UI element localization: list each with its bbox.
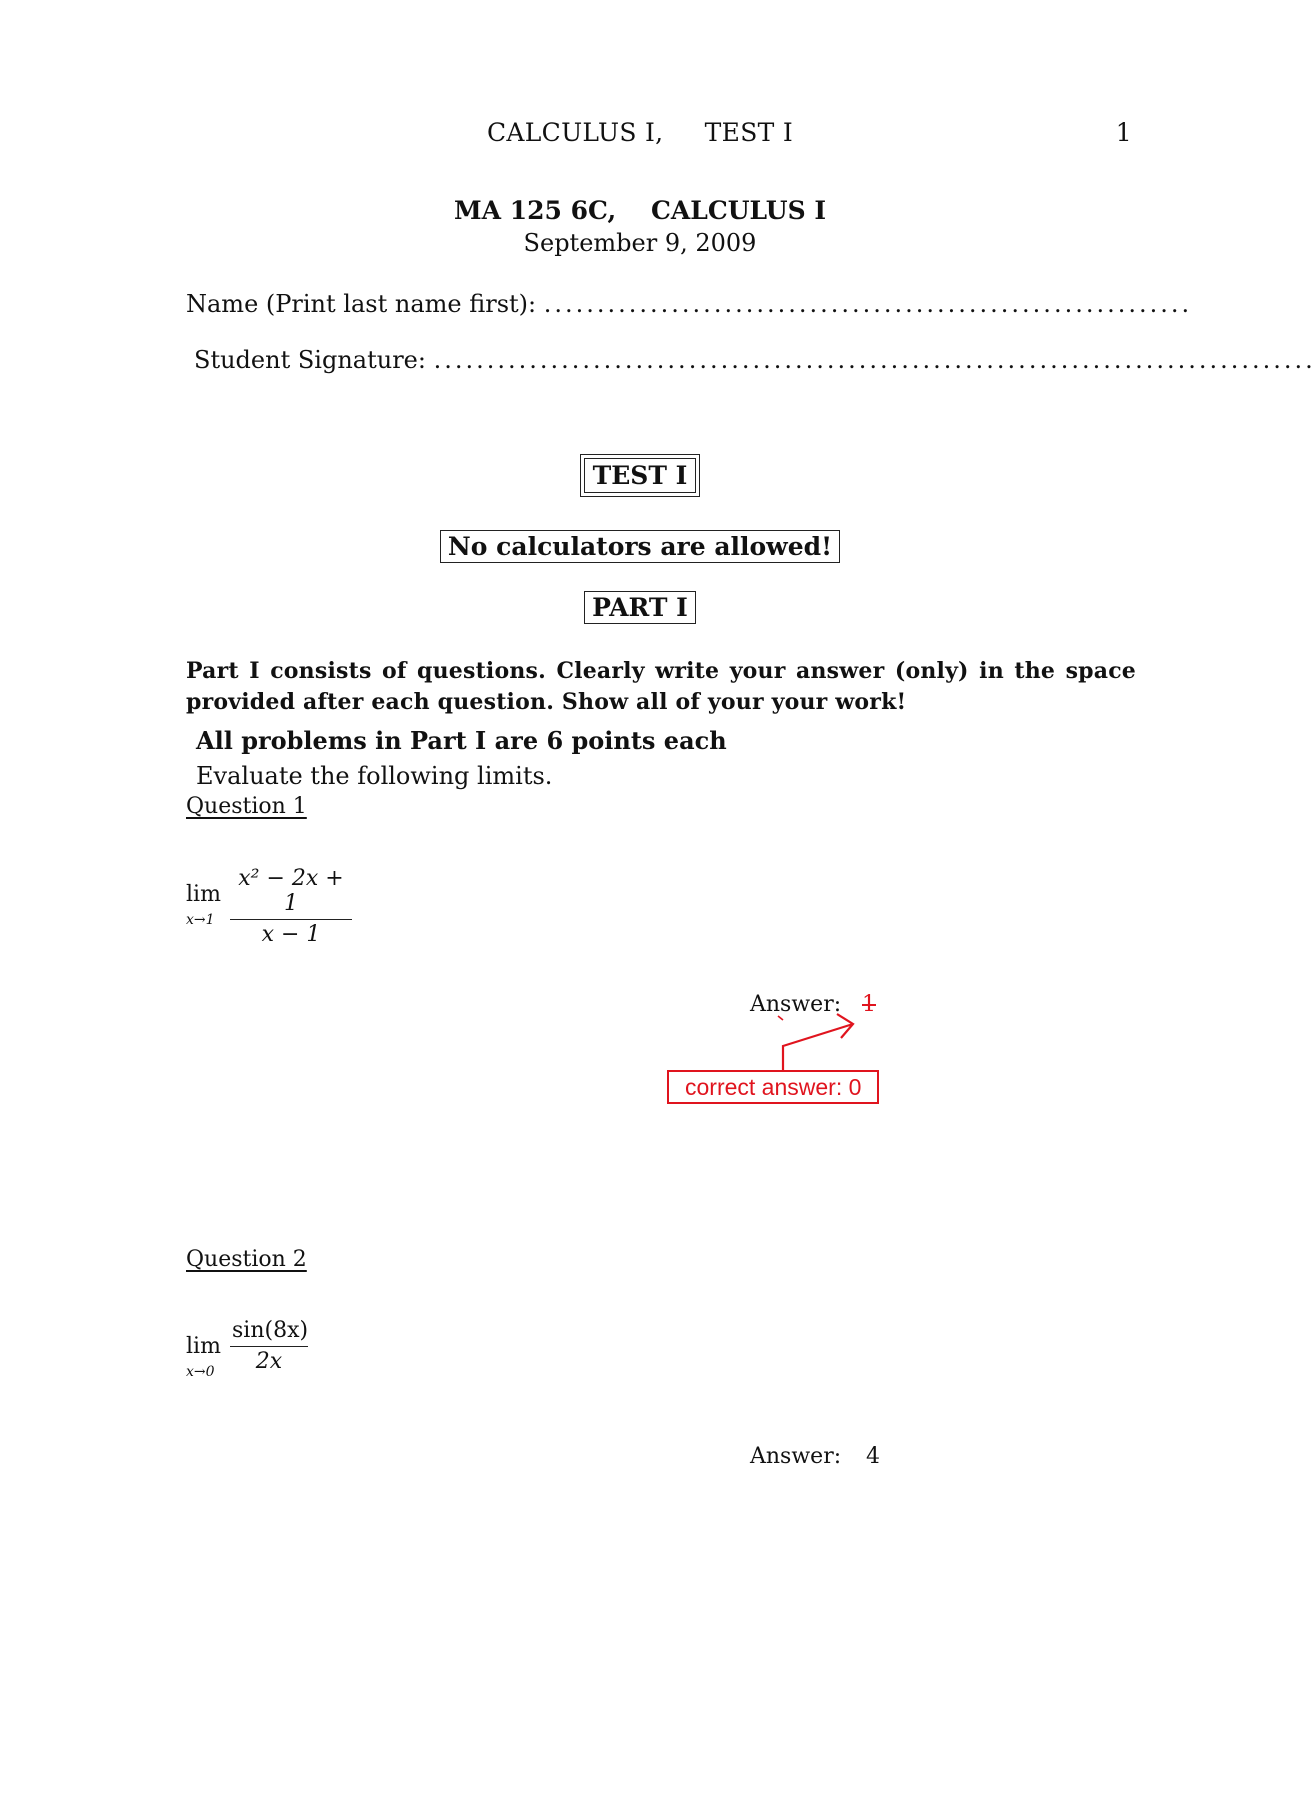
part-box-wrap: [0, 591, 1280, 624]
test-box-label: TEST I: [584, 458, 697, 493]
signature-field[interactable]: [194, 346, 1316, 374]
exam-date: September 9, 2009: [523, 229, 757, 257]
fraction-numerator: sin(8x): [232, 1318, 309, 1343]
part-instructions: Part I consists of questions. Clearly write your answer (only) in the space provided after each question. Show all of your your work!: [186, 658, 1136, 715]
fraction-numerator: x² − 2x + 1: [238, 866, 344, 916]
name-label: Name (Print last name first):: [186, 290, 537, 318]
fraction-denominator: 2x: [255, 1349, 283, 1374]
question-2-answer-label: Answer:: [750, 1444, 842, 1469]
test-box: [580, 454, 701, 497]
annotation-arrow-icon: [775, 1000, 875, 1075]
signature-label: Student Signature:: [194, 346, 426, 374]
name-dots: .............................................................: [543, 290, 1193, 318]
question-1-answer-value: 1: [862, 992, 876, 1017]
question-2-answer-value: 4: [866, 1444, 880, 1469]
lim-word: lim: [186, 882, 221, 907]
course-title: MA 125 6C, CALCULUS I: [453, 196, 827, 225]
points-note: All problems in Part I are 6 points each: [196, 726, 727, 755]
signature-dots: ...................................................................................: [433, 346, 1316, 374]
limit-subscript: x→0: [186, 1364, 215, 1380]
calculator-box-wrap: [0, 530, 1280, 563]
question-1-label: Question 1: [186, 794, 307, 819]
correction-annotation: correct answer: 0: [667, 1070, 879, 1104]
page-number: 1: [1115, 118, 1132, 147]
evaluate-instruction: Evaluate the following limits.: [196, 762, 553, 790]
lim-word: lim: [186, 1334, 221, 1359]
question-1-expression: [186, 866, 366, 947]
calculator-box: No calculators are allowed!: [440, 530, 840, 563]
name-field[interactable]: [186, 290, 1193, 318]
limit-subscript: x→1: [186, 912, 215, 928]
question-1-answer-label: Answer:: [750, 992, 842, 1017]
part-box: PART I: [584, 591, 696, 624]
fraction-denominator: x − 1: [261, 922, 321, 947]
question-2-label: Question 2: [186, 1247, 307, 1272]
running-header-title: CALCULUS I, TEST I: [486, 118, 794, 147]
test-box-wrap: [0, 454, 1280, 497]
question-2-expression: [186, 1318, 326, 1382]
